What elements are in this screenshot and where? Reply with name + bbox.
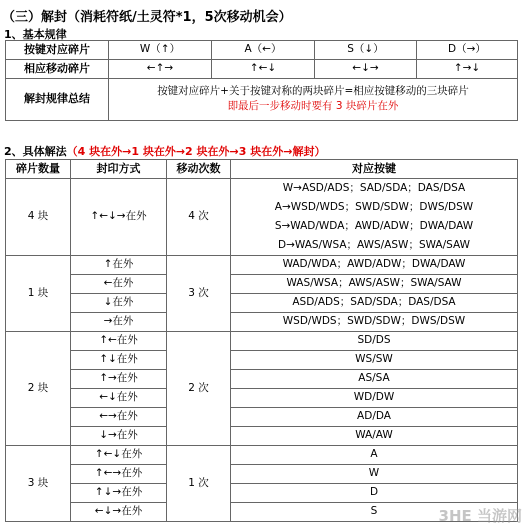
seal-cell: ↑→在外	[71, 370, 167, 389]
rule-note: 即最后一步移动时要有 3 块碎片在外	[227, 100, 399, 112]
key-d-cell: D（→）	[417, 41, 518, 60]
rule-summary-cell	[109, 79, 518, 121]
seal-cell: ←→在外	[71, 408, 167, 427]
seal-cell: ↓→在外	[71, 427, 167, 446]
page-title: （三）解封（消耗符纸/土灵符*1，5次移动机会）	[2, 10, 292, 25]
key-sequence: D→WAS/WSA；AWS/ASW；SWA/SAW	[278, 239, 470, 252]
key-fragment-row	[6, 41, 518, 60]
key-a-cell: A（←）	[212, 41, 315, 60]
key-w-cell: W（↑）	[109, 41, 212, 60]
table-row	[6, 389, 518, 408]
table-row	[6, 408, 518, 427]
move-d-cell: ↑→↓	[417, 60, 518, 79]
keys-cell: WAD/WDA；AWD/ADW；DWA/DAW	[231, 256, 518, 275]
table-row	[6, 370, 518, 389]
table-row	[6, 313, 518, 332]
table-row	[6, 465, 518, 484]
section2-heading-main: 2、具体解法	[4, 145, 67, 158]
move-s-cell: ←↓→	[315, 60, 417, 79]
seal-cell: →在外	[71, 313, 167, 332]
seal-cell: ↑↓→在外	[71, 484, 167, 503]
move-count-cell: 1 次	[167, 446, 231, 522]
table-row	[6, 351, 518, 370]
table-row	[6, 332, 518, 351]
basic-rules-table	[5, 40, 518, 121]
keys-cell: A	[231, 446, 518, 465]
keys-cell: WD/DW	[231, 389, 518, 408]
keys-cell	[231, 179, 518, 256]
seal-cell: ↑在外	[71, 256, 167, 275]
rule-label: 解封规律总结	[6, 79, 109, 121]
seal-cell: ←↓→在外	[71, 503, 167, 522]
keys-cell: WA/AW	[231, 427, 518, 446]
keys-cell: ASD/ADS；SAD/SDA；DAS/DSA	[231, 294, 518, 313]
header-fragment-count: 碎片数量	[6, 160, 71, 179]
fragment-count-cell: 1 块	[6, 256, 71, 332]
rule-summary-row	[6, 79, 518, 121]
table-row	[6, 484, 518, 503]
keys-cell: AS/SA	[231, 370, 518, 389]
header-move-count: 移动次数	[167, 160, 231, 179]
solution-table	[5, 159, 518, 522]
move-a-cell: ↑←↓	[212, 60, 315, 79]
key-sequence: S→WAD/WDA；AWD/ADW；DWA/DAW	[274, 220, 474, 233]
table-row	[6, 179, 518, 256]
move-count-cell: 2 次	[167, 332, 231, 446]
move-count-cell: 3 次	[167, 256, 231, 332]
fragment-count-cell: 2 块	[6, 332, 71, 446]
seal-cell: ↑←↓→在外	[71, 179, 167, 256]
keys-cell: D	[231, 484, 518, 503]
move-w-cell: ←↑→	[109, 60, 212, 79]
keys-cell: WSD/WDS；SWD/SDW；DWS/DSW	[231, 313, 518, 332]
section1-heading: 1、基本规律	[4, 28, 67, 41]
table-row	[6, 256, 518, 275]
table-row	[6, 275, 518, 294]
move-count-cell: 4 次	[167, 179, 231, 256]
table-row	[6, 446, 518, 465]
seal-cell: ↓在外	[71, 294, 167, 313]
keys-cell: S	[231, 503, 518, 522]
table-row	[6, 427, 518, 446]
header-keys: 对应按键	[231, 160, 518, 179]
watermark-logo: 3HE 当游网	[438, 507, 522, 525]
section2-heading-sequence: （4 块在外→1 块在外→2 块在外→3 块在外→解封）	[66, 145, 326, 158]
seal-cell: ↑←在外	[71, 332, 167, 351]
table-row	[6, 294, 518, 313]
keys-cell: WS/SW	[231, 351, 518, 370]
keys-cell: AD/DA	[231, 408, 518, 427]
fragment-count-cell: 4 块	[6, 179, 71, 256]
key-sequence: A→WSD/WDS；SWD/SDW；DWS/DSW	[274, 201, 474, 214]
row-label: 相应移动碎片	[6, 60, 109, 79]
seal-cell: ←在外	[71, 275, 167, 294]
table-header-row	[6, 160, 518, 179]
move-fragment-row	[6, 60, 518, 79]
row-label: 按键对应碎片	[6, 41, 109, 60]
section2-heading	[4, 143, 325, 159]
key-sequence: W→ASD/ADS；SAD/SDA；DAS/DSA	[282, 182, 466, 195]
key-s-cell: S（↓）	[315, 41, 417, 60]
seal-cell: ↑↓在外	[71, 351, 167, 370]
keys-cell: SD/DS	[231, 332, 518, 351]
rule-text: 按键对应碎片+关于按键对称的两块碎片=相应按键移动的三块碎片	[157, 85, 469, 98]
fragment-count-cell: 3 块	[6, 446, 71, 522]
seal-cell: ↑←→在外	[71, 465, 167, 484]
header-seal-type: 封印方式	[71, 160, 167, 179]
keys-cell: WAS/WSA；AWS/ASW；SWA/SAW	[231, 275, 518, 294]
seal-cell: ↑←↓在外	[71, 446, 167, 465]
seal-cell: ←↓在外	[71, 389, 167, 408]
keys-cell: W	[231, 465, 518, 484]
